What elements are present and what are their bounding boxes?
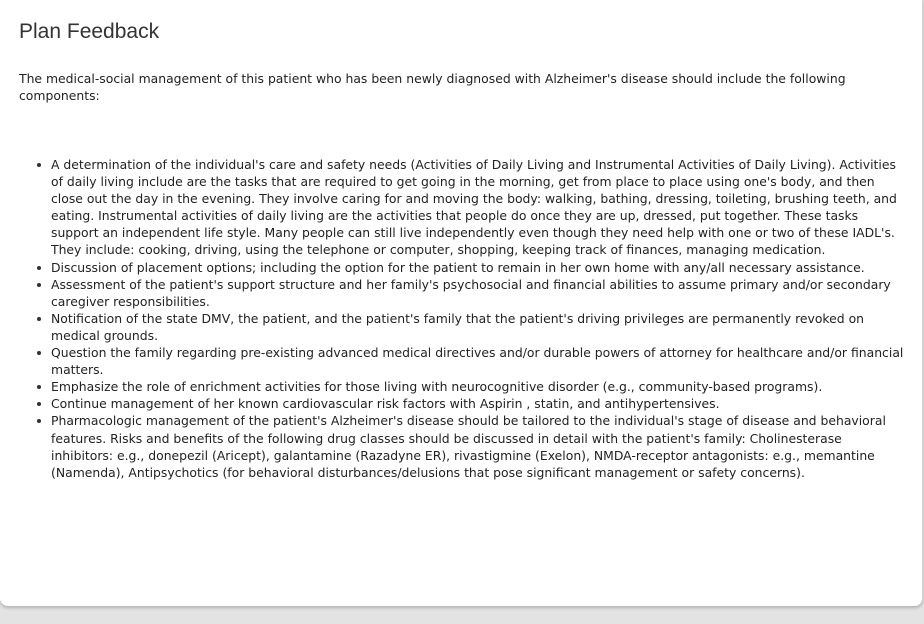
page-title: Plan Feedback [19,20,160,43]
list-item-support-structure: Assessment of the patient's support structure and her family's psychosocial and financial abilities to assume primary and/or secondary caregiver responsibilities. [51,276,904,310]
list-item-placement-options: Discussion of placement options; including the option for the patient to remain in her own home with any/all necessary assistance. [51,259,904,276]
intro-text: The medical-social management of this patient who has been newly diagnosed with Alzheimer's disease should include the following components: [19,71,846,103]
list-item-enrichment-activities: Emphasize the role of enrichment activities for those living with neurocognitive disorder (e.g., community-based programs). [51,378,904,395]
list-item-dmv-notification: Notification of the state DMV, the patient, and the patient's family that the patient's driving privileges are permanently revoked on medical grounds. [51,310,904,344]
components-list [51,156,904,481]
list-item-pharmacologic-management: Pharmacologic management of the patient's Alzheimer's disease should be tailored to the individual's stage of disease and behavioral features. Risks and benefits of the following drug classes should be discussed in detail with the patient's family: Cholinesterase inhibitors: e.g., donepezil (Aricept), galantamine (Razadyne ER), rivastigmine (Exelon), NMDA-receptor antagonists: e.g., memantine (Namenda), Antipsychotics (for behavioral disturbances/delusions that pose significant management or safety concerns). [51,412,904,480]
list-item-cardiovascular-risk: Continue management of her known cardiovascular risk factors with Aspirin , statin, and antihypertensives. [51,395,904,412]
list-item-advance-directives: Question the family regarding pre-existing advanced medical directives and/or durable powers of attorney for healthcare and/or financial matters. [51,345,904,378]
list-item-care-safety-needs: A determination of the individual's care and safety needs (Activities of Daily Living and Instrumental Activities of Daily Living). Activities of daily living include are the tasks that are required to get going in the morning, get from place to place using one's body, and then close out the day in the evening. They involve caring for and moving the body: walking, bathing, dressing, toileting, brushing teeth, and eating. Instrumental activities of daily living are the activities that people do once they are up, dressed, put together. These tasks support an independent life style. Many people can still live independently even though they need help with one or two of these IADL's. They include: cooking, driving, using the telephone or computer, shopping, keeping track of finances, managing medication. [51,156,904,259]
